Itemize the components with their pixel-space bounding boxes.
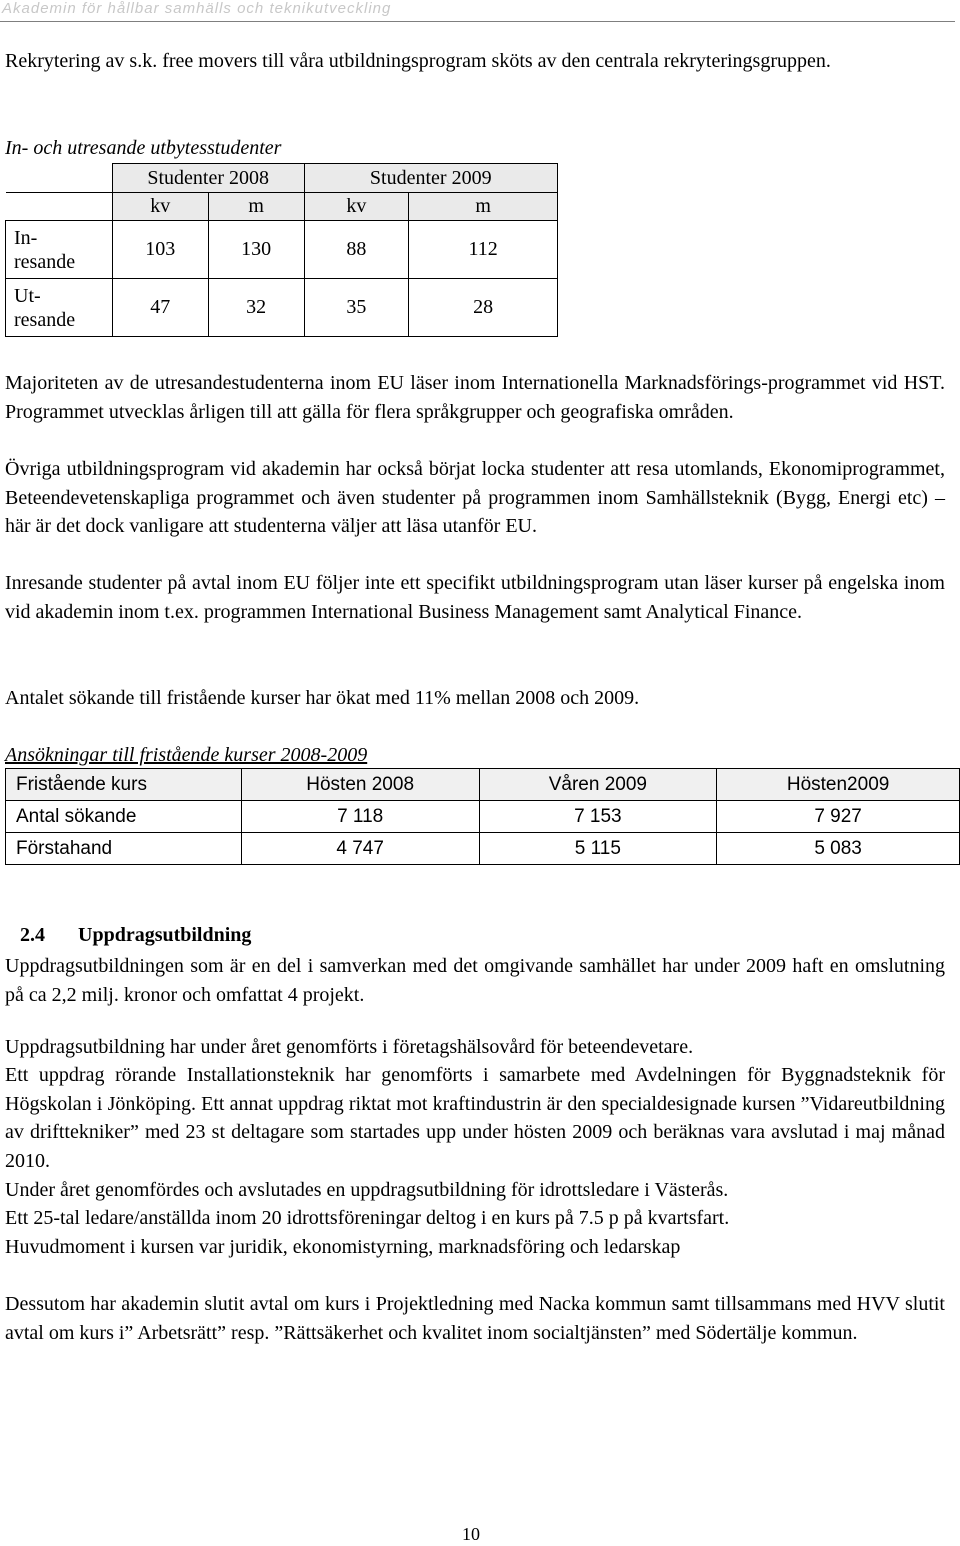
running-title: Akademin för hållbar samhälls och teknikutveckling (2, 0, 392, 17)
exchange-students-table (5, 163, 558, 337)
subheader-m-2009: m (409, 193, 558, 221)
paragraph-contract-education: Uppdragsutbildningen som är en del i samverkan med det omgivande samhället har under 2009 haft en omslutning på ca 2,2 milj. kronor och omfattat 4 projekt. (5, 955, 945, 1006)
row-label-line1: In- (14, 226, 38, 249)
paragraph-incoming-students: Inresande studenter på avtal inom EU följer inte ett specifikt utbildningsprogram utan läser kurser på engelska inom vid akademin inom t.ex. programmen International Business Management samt Analytical Finance. (5, 572, 945, 623)
paragraph-applicants-increase: Antalet sökande till fristående kurser har ökat med 11% mellan 2008 och 2009. (5, 687, 640, 709)
paragraph-other-programs: Övriga utbildningsprogram vid akademin har också börjat locka studenter att resa utomlands, Ekonomiprogrammet, Beteendevetenskapliga programmet och även studenter på programmen inom Samhällsteknik (Bygg, Energi etc) – här är det dock vanligare att studenterna väljer att läsa utanför EU. (5, 458, 945, 537)
table-cell: 7 118 (241, 801, 479, 833)
paragraph-occupational-health: Uppdragsutbildning har under året genomförts i företagshälsovård för beteendevetare. (5, 1036, 694, 1058)
row-label-line2: resande (14, 250, 76, 273)
page-number: 10 (462, 1524, 480, 1544)
table-row (6, 221, 558, 279)
header-studenter-2009: Studenter 2009 (304, 164, 558, 193)
header-rule (0, 21, 955, 22)
table-cell: 32 (208, 279, 304, 337)
table-header-row (6, 769, 960, 801)
exchange-table-caption: In- och utresande utbytesstudenter (5, 137, 282, 159)
table-cell: 28 (409, 279, 558, 337)
table-cell: 7 153 (479, 801, 717, 833)
table-cell: 7 927 (717, 801, 960, 833)
applications-table-caption: Ansökningar till fristående kurser 2008-2009 (5, 744, 368, 766)
subheader-kv-2009: kv (304, 193, 409, 221)
page-header (0, 0, 960, 24)
table-cell: 5 115 (479, 833, 717, 865)
section-title: Uppdragsutbildning (78, 924, 252, 946)
paragraph-installation: Ett uppdrag rörande Installationsteknik har genomförts i samarbete med Avdelningen för Byggnadsteknik för Högskolan i Jönköping. Ett annat uppdrag riktat mot kraftindustrin är den specialdesignade kursen ”Vidareutbildning av drifttekniker” med 23 st deltagare som startades upp under hösten 2009 och beräknas vara avslutad i maj månad 2010. (5, 1064, 945, 1172)
table-cell: 47 (112, 279, 208, 337)
row-label: Förstahand (6, 833, 242, 865)
row-label-line2: resande (14, 308, 76, 331)
section-heading (20, 924, 251, 947)
paragraph-sports-leaders: Under året genomfördes och avslutades en uppdragsutbildning för idrottsledare i Västerås. (5, 1179, 729, 1201)
paragraph-agreements: Dessutom har akademin slutit avtal om kurs i Projektledning med Nacka kommun samt tillsammans med HVV slutit avtal om kurs i” Arbetsrätt” resp. ”Rättsäkerhet och kvalitet inom socialtjänsten” med Södertälje kommun. (5, 1293, 945, 1344)
table-cell: 4 747 (241, 833, 479, 865)
paragraph-participants: Ett 25-tal ledare/anställda inom 20 idrottsföreningar deltog i en kurs på 7.5 p på kvartsfart. (5, 1207, 730, 1229)
table-cell: 88 (304, 221, 409, 279)
header-studenter-2008: Studenter 2008 (112, 164, 304, 193)
row-label-inresande (6, 221, 113, 279)
applications-table (5, 768, 960, 865)
table-cell: 103 (112, 221, 208, 279)
row-label-line1: Ut- (14, 284, 41, 307)
subheader-m-2008: m (208, 193, 304, 221)
table-cell: 130 (208, 221, 304, 279)
section-number: 2.4 (20, 924, 45, 946)
paragraph-majority: Majoriteten av de utresandestudenterna inom EU läser inom Internationella Marknadsförings-programmet vid HST. Programmet utvecklas årligen till att gälla för flera språkgrupper och geografiska områden. (5, 372, 945, 423)
table-header-row (6, 164, 558, 193)
empty-corner-cell (6, 164, 113, 193)
header-autumn-2008: Hösten 2008 (241, 769, 479, 801)
table-row (6, 833, 960, 865)
header-course: Fristående kurs (6, 769, 242, 801)
row-label-utresande (6, 279, 113, 337)
header-spring-2009: Våren 2009 (479, 769, 717, 801)
paragraph-recruitment: Rekrytering av s.k. free movers till våra utbildningsprogram sköts av den centrala rekryteringsgruppen. (5, 50, 831, 72)
table-row (6, 801, 960, 833)
row-label: Antal sökande (6, 801, 242, 833)
empty-corner-cell (6, 193, 113, 221)
table-subheader-row (6, 193, 558, 221)
table-cell: 35 (304, 279, 409, 337)
subheader-kv-2008: kv (112, 193, 208, 221)
table-row (6, 279, 558, 337)
header-autumn-2009: Hösten2009 (717, 769, 960, 801)
paragraph-course-content: Huvudmoment i kursen var juridik, ekonomistyrning, marknadsföring och ledarskap (5, 1236, 681, 1258)
table-cell: 5 083 (717, 833, 960, 865)
table-cell: 112 (409, 221, 558, 279)
